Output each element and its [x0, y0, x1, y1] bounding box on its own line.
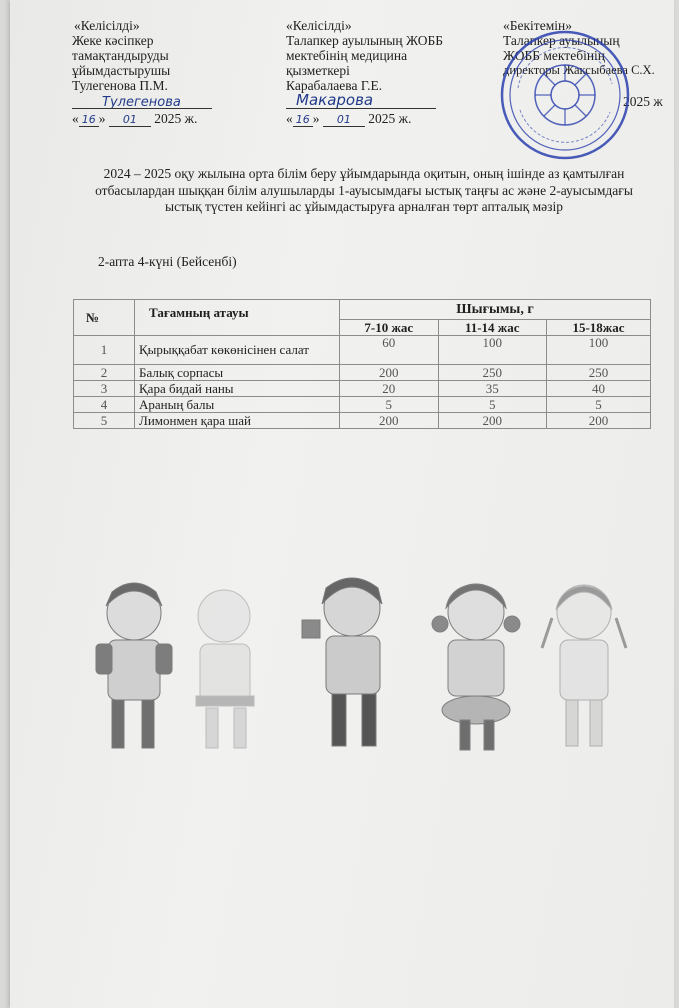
approval-line: Талапкер ауылының ЖОББ — [286, 33, 443, 48]
approval-block-entrepreneur — [72, 18, 252, 127]
column-header-number: № — [74, 300, 135, 336]
approval-date: « 16 » 01 2025 ж. — [286, 111, 412, 126]
approval-line: Тулегенова П.М. — [72, 78, 168, 93]
table-row: 2 Балық сорпасы 200 250 250 — [74, 365, 651, 381]
table-header-row — [74, 300, 651, 320]
date-day: 16 — [293, 113, 313, 127]
approval-line: Жеке кәсіпкер — [72, 33, 154, 48]
signature-line — [72, 95, 252, 111]
approval-line: директоры Жаксыбаева С.Х. — [503, 63, 655, 77]
dish-name: Қырыққабат көкөнісінен салат — [135, 336, 340, 365]
week-day-label: 2-апта 4-күні (Бейсенбі) — [98, 254, 237, 269]
menu-title: 2024 – 2025 оқу жылына орта білім беру ұйымдарында оқитын, оның ішінде аз қамтылған отбасылардан шыққан білім алушыларды 1-ауысымдағы ыстық таңғы ас және 2-ауысымдағы ыстық түстен кейінгі ас ұйымдастыруға арналған төрт апталық мәзір — [95, 166, 633, 214]
approval-line: тамақтандыруды — [72, 48, 169, 63]
document-page — [10, 0, 674, 1008]
column-header-age-15-18: 15-18жас — [546, 320, 650, 336]
date-month: 01 — [323, 113, 365, 127]
menu-table — [73, 299, 651, 429]
dish-name: Араның балы — [135, 397, 340, 413]
approval-line: қызметкері — [286, 63, 350, 78]
children-illustration-icon — [76, 568, 636, 768]
handwritten-signature: Тулегенова — [102, 95, 181, 110]
approval-line: ұйымдастырушы — [72, 63, 171, 78]
approval-block-medical — [286, 18, 476, 127]
table-row: 5 Лимонмен қара шай 200 200 200 — [74, 413, 651, 429]
column-header-age-11-14: 11-14 жас — [438, 320, 546, 336]
dish-name: Лимонмен қара шай — [135, 413, 340, 429]
dish-name: Балық сорпасы — [135, 365, 340, 381]
approval-heading: «Бекітемін» — [503, 18, 572, 33]
handwritten-signature: Макарова — [296, 91, 374, 109]
column-header-age-7-10: 7-10 жас — [340, 320, 439, 336]
table-row: 1 Қырыққабат көкөнісінен салат 60 100 100 — [74, 336, 651, 365]
signature-line — [286, 91, 476, 111]
approval-line: Карабалаева Г.Е. — [286, 78, 383, 93]
approval-line: Талапкер ауылының — [503, 33, 620, 48]
column-header-output: Шығымы, г — [340, 300, 651, 320]
approval-heading: «Келісілді» — [286, 18, 352, 33]
official-stamp-icon — [498, 28, 632, 162]
table-row: 4 Араның балы 5 5 5 — [74, 397, 651, 413]
table-row: 3 Қара бидай наны 20 35 40 — [74, 381, 651, 397]
approval-date: 2025 ж — [623, 94, 663, 109]
date-year: 2025 ж. — [368, 111, 412, 126]
approval-line: мектебінің медицина — [286, 48, 408, 63]
date-year: 2025 ж. — [154, 111, 198, 126]
approval-line: ЖОББ мектебінің — [503, 48, 606, 63]
dish-name: Қара бидай наны — [135, 381, 340, 397]
column-header-dish-name: Тағамның атауы — [135, 300, 340, 336]
approval-date: « 16 » 01 2025 ж. — [72, 111, 198, 126]
date-month: 01 — [109, 113, 151, 127]
approval-heading: «Келісілді» — [74, 18, 140, 33]
date-day: 16 — [79, 113, 99, 127]
